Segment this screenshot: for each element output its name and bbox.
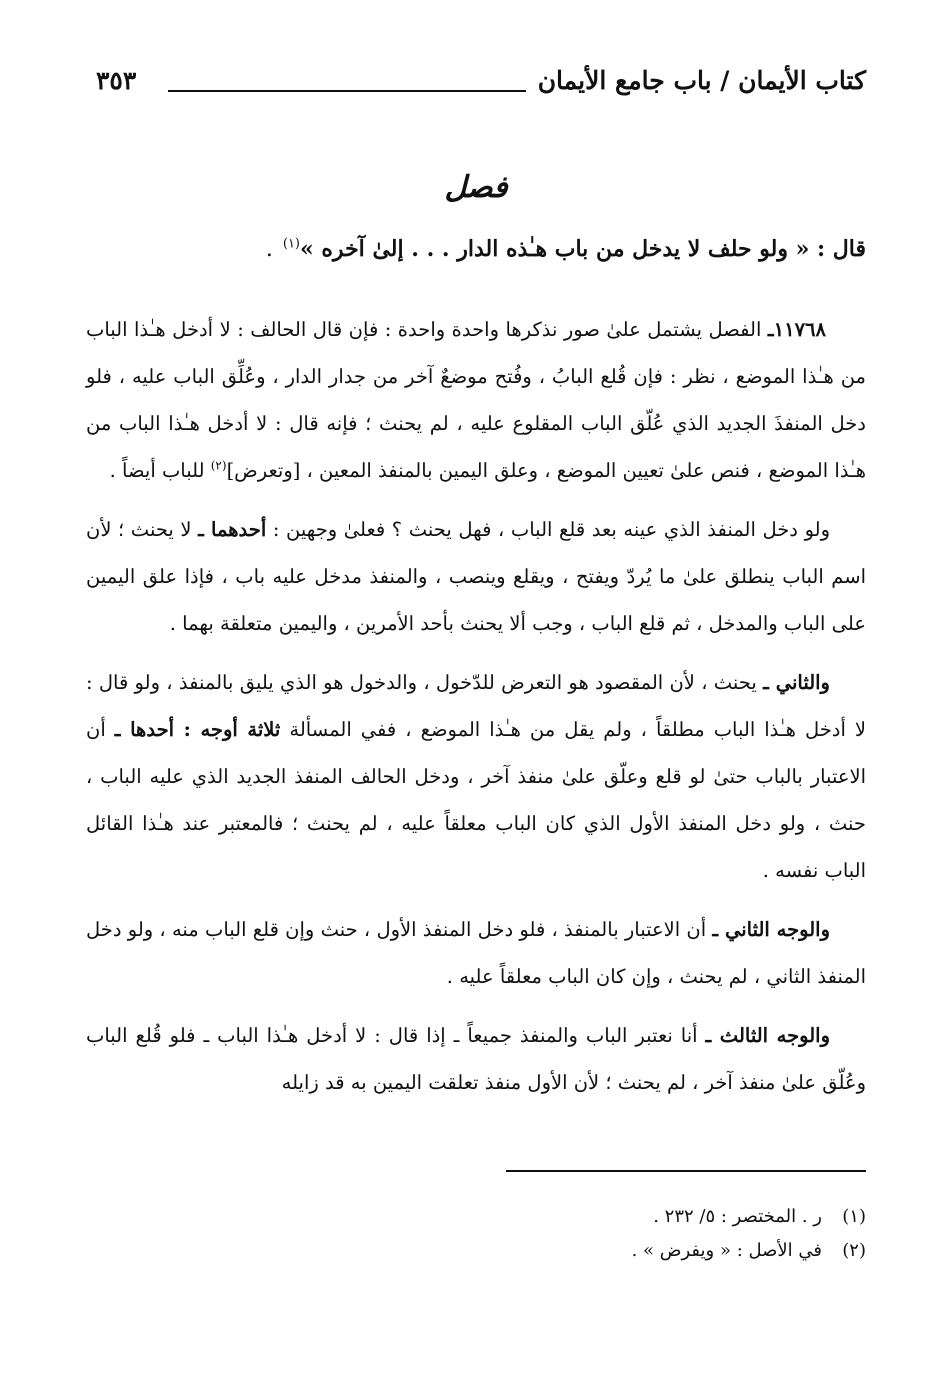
paragraph-bold-term: أحدهما ـ (198, 518, 267, 541)
paragraph-text: يحنث ، لأن المقصود هو التعرض للدّخول ، والدخول هو الذي يليق بالمنفذ ، ولو قال : لا أدخل هـٰذا الباب مطلقاً ، ولم يقل من هـٰذا الموضع ، ففي المسألة (86, 671, 867, 741)
running-head-rule (168, 90, 526, 92)
paragraph-number: ١١٧٦٨ـ (767, 318, 826, 341)
paragraph-3 (86, 659, 866, 894)
calligraphic-heading-ornament-icon (426, 170, 526, 226)
footnote-1 (86, 1200, 866, 1234)
ornament-label: فصل (444, 170, 508, 205)
section-title-text: قال : « ولو حلف لا يدخل من باب هـٰذه الدار . . . إلىٰ آخره » (300, 236, 866, 262)
body-text (86, 306, 866, 1118)
footnote-number: (٢) (842, 1240, 866, 1261)
paragraph-text: الفصل يشتمل علىٰ صور نذكرها واحدة واحدة : فإن قال الحالف : لا أدخل هـٰذا الباب من هـٰذا الموضع ، نظر : فإن قُلع البابُ ، وفُتح موضعٌ آخر من جدار الدار ، وعُلِّق الباب عليه ، فلو دخل المنفذَ الجديد الذي عُلّق الباب المقلوع عليه ، لم يحنث ؛ فإنه قال : لا أدخل هـٰذا الباب من هـٰذا الموضع ، فنص علىٰ تعيين الموضع ، وعلق اليمين بالمنفذ المعين ، [وتعرض] (86, 318, 866, 482)
footnote-text: ر . المختصر : ٥/ ٢٣٢ . (653, 1206, 822, 1227)
paragraph-text-tail: للباب أيضاً . (109, 459, 211, 482)
footnote-2 (86, 1234, 866, 1268)
running-head (96, 66, 866, 106)
paragraph-5 (86, 1012, 866, 1106)
paragraph-bold-term: والوجه الثاني ـ (712, 918, 831, 941)
section-title (150, 236, 866, 262)
footnote-reference: (١) (282, 236, 300, 252)
page-number: ٣٥٣ (96, 66, 137, 95)
footnote-text: في الأصل : « ويفرض » . (631, 1240, 822, 1261)
paragraph-bold-term-2: ثلاثة أوجه : أحدها ـ (114, 718, 281, 741)
paragraph-text: لا يحنث ؛ لأن اسم الباب ينطلق علىٰ ما يُردّ ويفتح ، ويقلع وينصب ، والمنفذ مدخل عليه باب ، فإذا علق اليمين على الباب والمدخل ، ثم قلع الباب ، وجب ألا يحنث بأحد الأمرين ، واليمين متعلقة بهما . (86, 518, 866, 635)
paragraph-bold-term: والوجه الثالث ـ (705, 1024, 830, 1047)
paragraph-text: أنا نعتبر الباب والمنفذ جميعاً ـ إذا قال : لا أدخل هـٰذا الباب ـ فلو قُلع الباب وعُلّق علىٰ منفذ آخر ، لم يحنث ؛ لأن الأول منفذ تعلقت اليمين به قد زايله (86, 1024, 866, 1094)
footnote-number: (١) (842, 1206, 866, 1227)
section-title-end: . (265, 237, 273, 262)
paragraph-1 (86, 306, 866, 494)
paragraph-2 (86, 506, 866, 647)
paragraph-text: أن الاعتبار بالمنفذ ، فلو دخل المنفذ الأول ، حنث وإن قلع الباب منه ، ولو دخل المنفذ الثاني ، لم يحنث ، وإن كان الباب معلقاً عليه . (86, 918, 866, 988)
paragraph-4 (86, 906, 866, 1000)
running-head-title: كتاب الأيمان / باب جامع الأيمان (537, 66, 866, 95)
paragraph-text-2: أن الاعتبار بالباب حتىٰ لو قلع وعلّق علىٰ منفذ آخر ، ودخل الحالف المنفذ الجديد الذي عليه الباب ، حنث ، ولو دخل المنفذ الأول الذي كان الباب معلقاً عليه ، لم يحنث ؛ فالمعتبر عند هـٰذا القائل الباب نفسه . (86, 718, 866, 882)
footnote-separator (506, 1170, 866, 1172)
footnotes (86, 1200, 866, 1268)
paragraph-lead: ولو دخل المنفذ الذي عينه بعد قلع الباب ، فهل يحنث ؟ فعلىٰ وجهين : (272, 518, 831, 541)
paragraph-bold-term: والثاني ـ (763, 671, 830, 694)
footnote-reference: (٢) (210, 458, 227, 473)
